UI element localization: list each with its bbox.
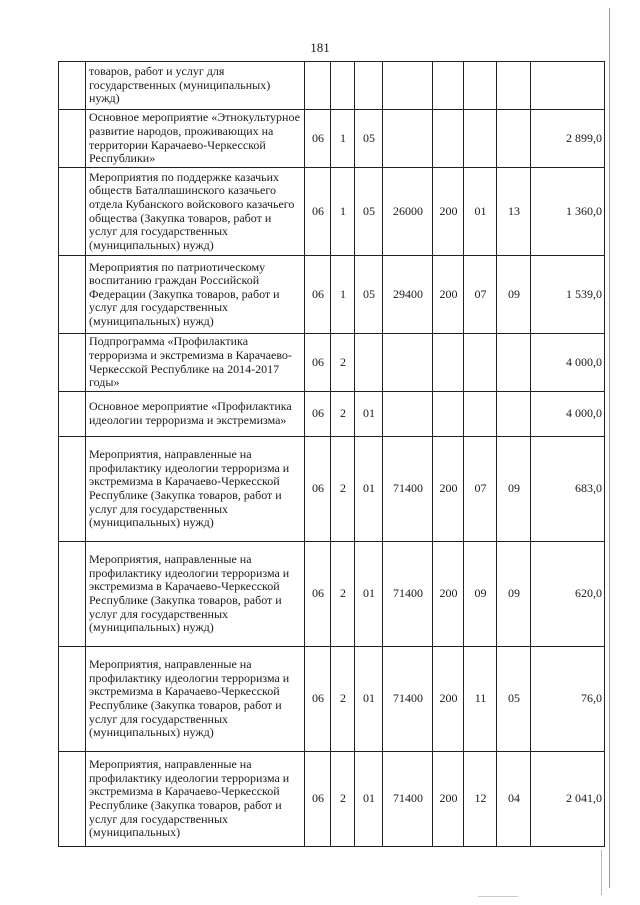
main-event-code-cell: 01 <box>355 542 383 647</box>
subprogram-code-cell <box>331 62 355 110</box>
amount-cell: 683,0 <box>531 437 605 542</box>
subsection-cell: 04 <box>497 752 531 847</box>
table-row <box>59 437 605 542</box>
program-code-cell <box>305 62 331 110</box>
direction-code-cell: 26000 <box>383 168 433 256</box>
section-cell <box>464 62 497 110</box>
subprogram-code-cell: 2 <box>331 752 355 847</box>
subsection-cell <box>497 334 531 392</box>
name-cell: товаров, работ и услуг для государственных (муниципальных) нужд) <box>86 62 305 110</box>
section-cell: 07 <box>464 437 497 542</box>
scan-edge-line <box>609 8 610 888</box>
row-number-cell <box>59 752 86 847</box>
expense-type-cell <box>433 110 464 168</box>
expense-type-cell <box>433 392 464 437</box>
table-row <box>59 392 605 437</box>
page-number: 181 <box>310 40 330 55</box>
scan-bottom-mark <box>478 896 518 897</box>
main-event-code-cell: 05 <box>355 110 383 168</box>
expense-type-cell: 200 <box>433 752 464 847</box>
subsection-cell: 05 <box>497 647 531 752</box>
table-row <box>59 110 605 168</box>
program-code-cell: 06 <box>305 392 331 437</box>
row-number-cell <box>59 256 86 334</box>
name-cell: Мероприятия, направленные на профилактику идеологии терроризма и экстремизма в Карачаево-Черкесской Республике (Закупка товаров, работ и услуг для государственных (муниципальных) нужд) <box>86 542 305 647</box>
section-cell <box>464 110 497 168</box>
amount-cell: 620,0 <box>531 542 605 647</box>
subprogram-code-cell: 2 <box>331 437 355 542</box>
row-number-cell <box>59 334 86 392</box>
name-cell: Мероприятия, направленные на профилактику идеологии терроризма и экстремизма в Карачаево-Черкесской Республике (Закупка товаров, работ и услуг для государственных (муниципальных) <box>86 752 305 847</box>
name-cell: Основное мероприятие «Этнокультурное развитие народов, проживающих на территории Карачаево-Черкесской Республики» <box>86 110 305 168</box>
row-number-cell <box>59 62 86 110</box>
subsection-cell: 09 <box>497 437 531 542</box>
name-cell: Мероприятия по поддержке казачьих обществ Баталпашинского казачьего отдела Кубанского войскового казачьего общества (Закупка товаров, работ и услуг для государственных (муниципальных) нужд) <box>86 168 305 256</box>
amount-cell: 2 899,0 <box>531 110 605 168</box>
row-number-cell <box>59 437 86 542</box>
row-number-cell <box>59 542 86 647</box>
amount-cell: 76,0 <box>531 647 605 752</box>
main-event-code-cell: 05 <box>355 256 383 334</box>
table-row <box>59 334 605 392</box>
row-number-cell <box>59 392 86 437</box>
subprogram-code-cell: 1 <box>331 168 355 256</box>
expense-type-cell <box>433 334 464 392</box>
table-row <box>59 647 605 752</box>
name-cell: Мероприятия по патриотическому воспитанию граждан Российской Федерации (Закупка товаров, работ и услуг для государственных (муниципальных) нужд) <box>86 256 305 334</box>
program-code-cell: 06 <box>305 110 331 168</box>
section-cell: 09 <box>464 542 497 647</box>
amount-cell <box>531 62 605 110</box>
expense-type-cell: 200 <box>433 542 464 647</box>
program-code-cell: 06 <box>305 256 331 334</box>
amount-cell: 2 041,0 <box>531 752 605 847</box>
row-number-cell <box>59 110 86 168</box>
subprogram-code-cell: 2 <box>331 334 355 392</box>
direction-code-cell: 29400 <box>383 256 433 334</box>
program-code-cell: 06 <box>305 168 331 256</box>
subsection-cell: 09 <box>497 256 531 334</box>
expense-type-cell: 200 <box>433 437 464 542</box>
section-cell <box>464 392 497 437</box>
subprogram-code-cell: 1 <box>331 256 355 334</box>
program-code-cell: 06 <box>305 647 331 752</box>
amount-cell: 1 360,0 <box>531 168 605 256</box>
subprogram-code-cell: 2 <box>331 542 355 647</box>
expense-type-cell: 200 <box>433 647 464 752</box>
main-event-code-cell: 05 <box>355 168 383 256</box>
direction-code-cell: 71400 <box>383 437 433 542</box>
row-number-cell <box>59 647 86 752</box>
direction-code-cell <box>383 392 433 437</box>
section-cell: 07 <box>464 256 497 334</box>
subsection-cell <box>497 62 531 110</box>
name-cell: Основное мероприятие «Профилактика идеологии терроризма и экстремизма» <box>86 392 305 437</box>
main-event-code-cell <box>355 62 383 110</box>
section-cell: 12 <box>464 752 497 847</box>
program-code-cell: 06 <box>305 752 331 847</box>
direction-code-cell: 71400 <box>383 647 433 752</box>
direction-code-cell <box>383 334 433 392</box>
expense-type-cell: 200 <box>433 168 464 256</box>
main-event-code-cell: 01 <box>355 647 383 752</box>
direction-code-cell: 71400 <box>383 542 433 647</box>
table-row <box>59 256 605 334</box>
name-cell: Подпрограмма «Профилактика терроризма и экстремизма в Карачаево-Черкесской Республике на 2014-2017 годы» <box>86 334 305 392</box>
direction-code-cell <box>383 62 433 110</box>
amount-cell: 4 000,0 <box>531 392 605 437</box>
subprogram-code-cell: 2 <box>331 647 355 752</box>
subsection-cell <box>497 392 531 437</box>
program-code-cell: 06 <box>305 334 331 392</box>
table-row <box>59 752 605 847</box>
table-row <box>59 62 605 110</box>
expense-type-cell: 200 <box>433 256 464 334</box>
amount-cell: 1 539,0 <box>531 256 605 334</box>
name-cell: Мероприятия, направленные на профилактику идеологии терроризма и экстремизма в Карачаево-Черкесской Республике (Закупка товаров, работ и услуг для государственных (муниципальных) нужд) <box>86 647 305 752</box>
budget-table <box>58 61 605 847</box>
amount-cell: 4 000,0 <box>531 334 605 392</box>
expense-type-cell <box>433 62 464 110</box>
main-event-code-cell <box>355 334 383 392</box>
scan-edge-line-secondary <box>601 850 602 895</box>
direction-code-cell: 71400 <box>383 752 433 847</box>
program-code-cell: 06 <box>305 542 331 647</box>
subprogram-code-cell: 2 <box>331 392 355 437</box>
subsection-cell: 13 <box>497 168 531 256</box>
subsection-cell <box>497 110 531 168</box>
main-event-code-cell: 01 <box>355 752 383 847</box>
main-event-code-cell: 01 <box>355 392 383 437</box>
section-cell: 11 <box>464 647 497 752</box>
subsection-cell: 09 <box>497 542 531 647</box>
section-cell <box>464 334 497 392</box>
program-code-cell: 06 <box>305 437 331 542</box>
main-event-code-cell: 01 <box>355 437 383 542</box>
direction-code-cell <box>383 110 433 168</box>
section-cell: 01 <box>464 168 497 256</box>
row-number-cell <box>59 168 86 256</box>
table-row <box>59 542 605 647</box>
subprogram-code-cell: 1 <box>331 110 355 168</box>
table-row <box>59 168 605 256</box>
name-cell: Мероприятия, направленные на профилактику идеологии терроризма и экстремизма в Карачаево-Черкесской Республике (Закупка товаров, работ и услуг для государственных (муниципальных) нужд) <box>86 437 305 542</box>
